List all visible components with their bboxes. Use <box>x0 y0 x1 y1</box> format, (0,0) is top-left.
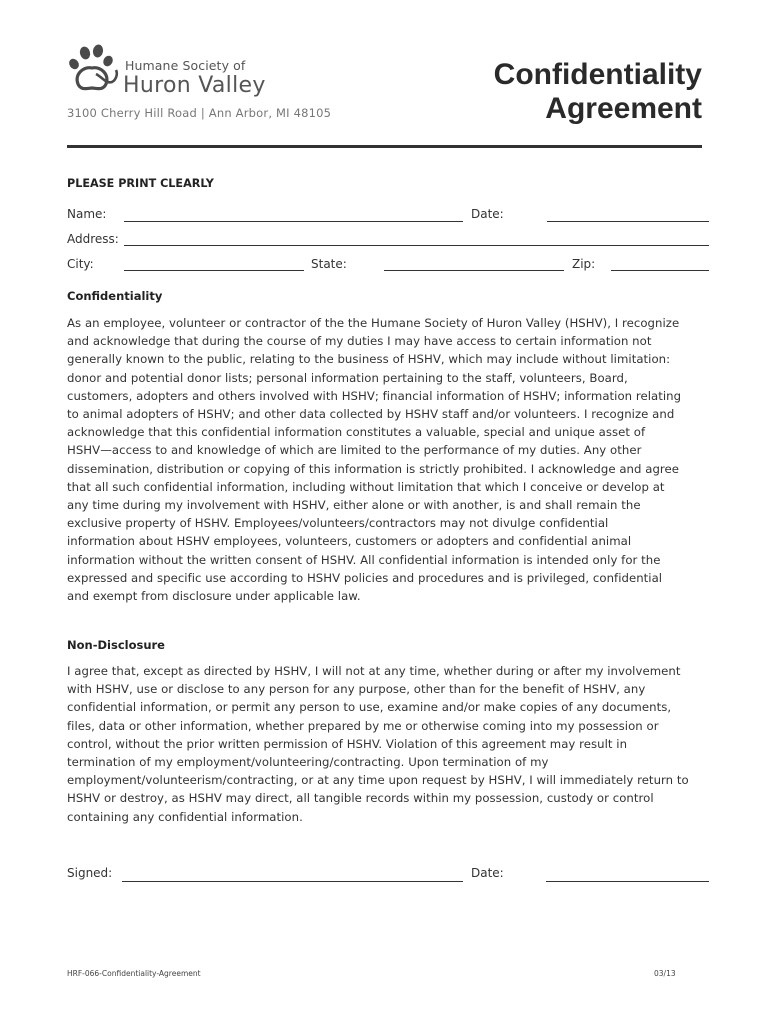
paragraph-line: dissemination, distribution or copying of this information is strictly prohibited. I acknowledge and agree <box>67 461 679 476</box>
zip-field[interactable] <box>611 270 709 271</box>
paragraph-line: expressed and specific use according to HSHV policies and procedures and is privileged, confidential <box>67 570 663 585</box>
signature-date-field[interactable] <box>546 881 709 882</box>
address-field[interactable] <box>124 245 709 246</box>
paragraph-line: to animal adopters of HSHV; and other data collected by HSHV staff and/or volunteers. I recognize and <box>67 407 675 422</box>
non-disclosure-paragraph <box>67 662 707 826</box>
address-label: Address: <box>67 232 119 246</box>
paragraph-line: termination of my employment/volunteering/contracting. Upon termination of my <box>67 755 549 770</box>
paragraph-line: acknowledge that this confidential information constitutes a valuable, special and unique asset of <box>67 425 646 440</box>
paragraph-line: files, data or other information, whether prepared by me or otherwise coming into my possession or <box>67 718 659 733</box>
signature-date-label: Date: <box>471 866 504 880</box>
paragraph-line: information without the written consent of HSHV. All confidential information is intended only for the <box>67 552 661 567</box>
confidentiality-paragraph <box>67 314 707 605</box>
state-label: State: <box>311 257 347 271</box>
revision-date: 03/13 <box>654 969 676 978</box>
paragraph-line: with HSHV, use or disclose to any person for any purpose, other than for the benefit of HSHV, any <box>67 682 646 697</box>
paragraph-line: any time during my involvement with HSHV, either alone or with another, is and shall remain the <box>67 498 641 513</box>
date-label: Date: <box>471 207 504 221</box>
paragraph-line: donor and potential donor lists; personal information pertaining to the staff, volunteers, Board, <box>67 370 628 385</box>
paragraph-line: control, without the prior written permission of HSHV. Violation of this agreement may result in <box>67 736 628 751</box>
org-name-small: Humane Society of <box>125 58 246 73</box>
city-label: City: <box>67 257 94 271</box>
paragraph-line: confidential information, or permit any person to use, examine and/or make copies of any documents, <box>67 700 672 715</box>
state-field[interactable] <box>384 270 564 271</box>
paragraph-line: I agree that, except as directed by HSHV, I will not at any time, whether during or after my involvement <box>67 664 681 678</box>
paragraph-line: information about HSHV employees, volunteers, customers or adopters and confidential animal <box>67 534 632 549</box>
form-id: HRF-066-Confidentiality-Agreement <box>67 969 201 978</box>
paragraph-line: HSHV or destroy, as HSHV may direct, all tangible records within my possession, custody or control <box>67 791 654 806</box>
paw-print-icon <box>66 44 122 94</box>
print-clearly-instruction: PLEASE PRINT CLEARLY <box>67 177 214 190</box>
signature-field[interactable] <box>122 881 463 882</box>
paragraph-line: containing any confidential information. <box>67 809 303 824</box>
confidentiality-heading: Confidentiality <box>67 289 163 303</box>
paragraph-line: HSHV—access to and knowledge of which are limited to the performance of my duties. Any other <box>67 443 642 458</box>
paragraph-line: and exempt from disclosure under applicable law. <box>67 589 361 604</box>
name-field[interactable] <box>124 221 463 222</box>
paragraph-line: generally known to the public, relating to the business of HSHV, which may include without limitation: <box>67 352 671 367</box>
paragraph-line: employment/volunteerism/contracting, or at any time upon request by HSHV, I will immediately return to <box>67 773 689 788</box>
title-line-1: Confidentiality <box>493 58 702 91</box>
name-label: Name: <box>67 207 107 221</box>
city-field[interactable] <box>124 270 304 271</box>
header-divider <box>67 145 702 148</box>
zip-label: Zip: <box>572 257 596 271</box>
org-name-large: Huron Valley <box>123 73 266 98</box>
hshv-logo <box>66 44 346 104</box>
date-field[interactable] <box>547 221 709 222</box>
paragraph-line: exclusive property of HSHV. Employees/volunteers/contractors may not divulge confidential <box>67 516 609 531</box>
signed-label: Signed: <box>67 866 113 880</box>
paragraph-line: customers, adopters and others involved with HSHV; financial information of HSHV; information relating <box>67 388 682 403</box>
org-address: 3100 Cherry Hill Road | Ann Arbor, MI 48105 <box>67 106 332 120</box>
document-title <box>494 58 702 126</box>
title-line-2: Agreement <box>545 92 702 125</box>
paragraph-line: that all such confidential information, including without limitation that which I conceive or develop at <box>67 479 665 494</box>
paragraph-line: As an employee, volunteer or contractor of the the Humane Society of Huron Valley (HSHV), I recognize <box>67 316 680 330</box>
paragraph-line: and acknowledge that during the course of my duties I may have access to certain information not <box>67 334 652 349</box>
non-disclosure-heading: Non-Disclosure <box>67 638 165 652</box>
